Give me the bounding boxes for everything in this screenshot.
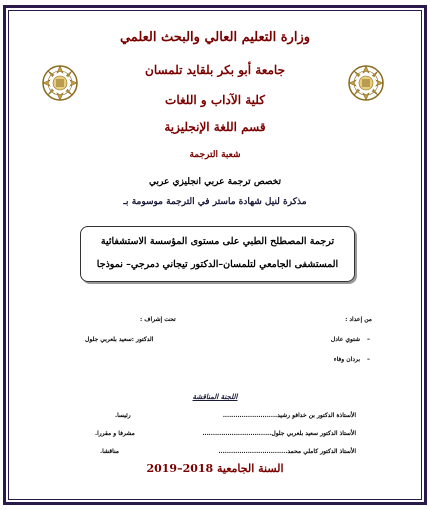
committee-member-role: رئيسا. [115,412,131,419]
committee-member-role: مناقشا. [100,448,119,455]
thesis-title-line-2: المستشفى الجامعي لتلمسان–الدكتور تيجاني دمرجي– نموذجا [96,259,339,270]
bullet-icon: – [367,336,370,343]
specialty-line: تخصص ترجمة عربي انجليزي عربي [149,177,281,187]
bullet-icon: – [367,356,370,363]
committee-member-name: الأستاذة الدكتور بن خدافو رشيد.......................... [222,412,356,419]
student-name: شتوي عادل [330,336,360,343]
department-name: قسم اللغة الإنجليزية [164,120,266,134]
supervision-label: تحت إشراف : [140,316,176,323]
committee-member-name: الأستاذ الدكتور سعيد بلعربي جلول................................. [202,430,356,437]
university-name: جامعة أبو بكر بلقايد تلمسان [145,63,285,77]
committee-member-name: الأستاذ الدكتور كاملي محمد................................. [218,448,356,455]
thesis-title-box [80,226,355,282]
prepared-by-label: من إعداد : [345,316,372,323]
faculty-name: كلية الآداب و اللغات [165,93,265,107]
thesis-title-line-1: ترجمة المصطلح الطبي على مستوى المؤسسة الاستشفائية [100,236,335,247]
committee-title: اللجنة المناقشة [192,392,238,401]
branch-name: شعبة الترجمة [189,150,241,160]
student-name: بردان وفاء [333,356,360,363]
supervisor-name: الدكتور :سعيد بلعربي جلول [85,336,154,343]
memo-line: مذكرة لنيل شهادة ماستر في الترجمة موسومة بـ [123,197,307,207]
academic-year: السنة الجامعية 2018–2019 [146,462,284,475]
ministry-heading: وزارة التعليم العالي والبحث العلمي [119,30,311,45]
committee-member-role: مشرفا و مقررا. [95,430,135,437]
